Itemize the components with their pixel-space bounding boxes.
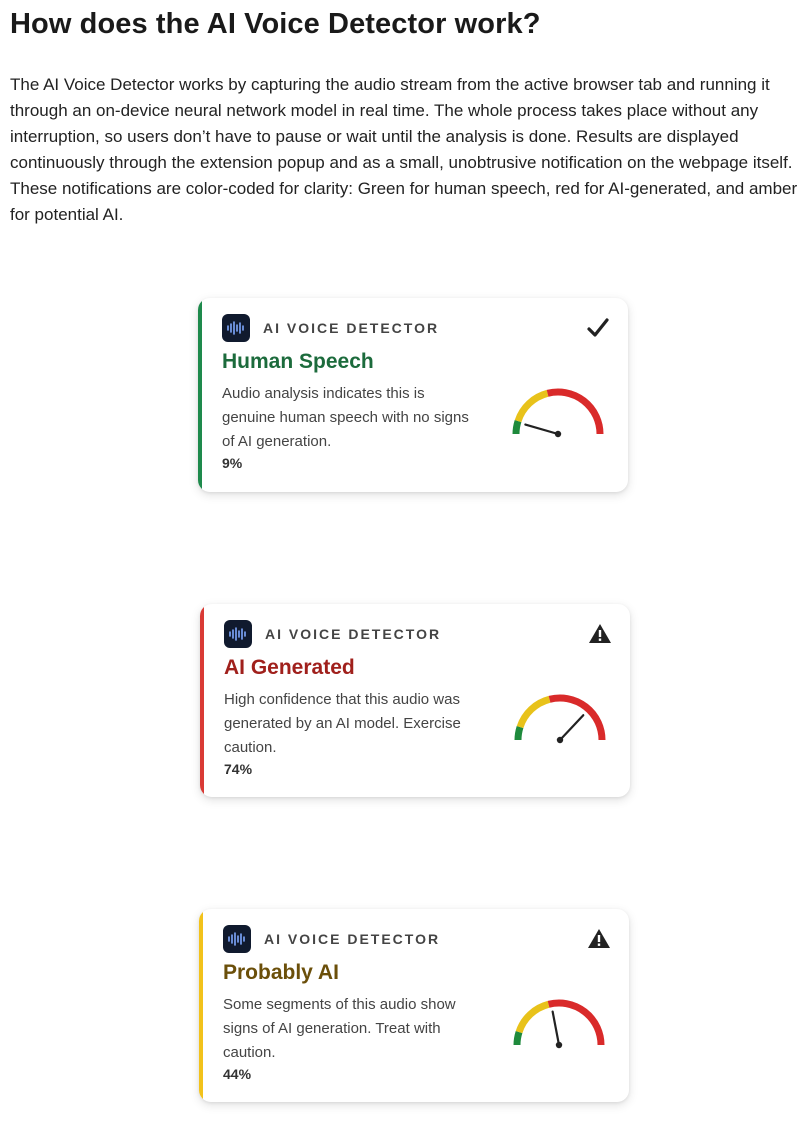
notification-card-human bbox=[198, 298, 628, 492]
card-accent-stripe bbox=[200, 604, 204, 797]
card-accent-stripe bbox=[198, 298, 202, 492]
card-description: High confidence that this audio was generated by an AI model. Exercise caution. bbox=[224, 691, 461, 756]
card-header bbox=[223, 925, 440, 953]
card-description: Some segments of this audio show signs of AI generation. Treat with caution. bbox=[223, 996, 456, 1061]
waveform-logo-icon bbox=[223, 925, 251, 953]
gauge-green-segment bbox=[517, 1032, 519, 1045]
waveform-logo-icon bbox=[222, 314, 250, 342]
warning-icon bbox=[588, 622, 612, 646]
gauge-yellow-segment bbox=[518, 393, 547, 421]
brand-label: AI VOICE DETECTOR bbox=[264, 931, 441, 947]
confidence-percent: 44% bbox=[223, 1066, 252, 1082]
gauge-pivot bbox=[555, 431, 561, 437]
card-accent-stripe bbox=[199, 909, 203, 1102]
gauge-needle bbox=[553, 1012, 559, 1045]
intro-paragraph: The AI Voice Detector works by capturing the audio stream from the active browser tab and running it through an on-device neural network model in real time. The whole process takes place without any interruption, so users don’t have to pause or wait until the analysis is done. Results are displayed continuously through the extension popup and as a small, unobtrusive notification on the webpage itself. These notifications are color-coded for clarity: Green for human speech, red for AI-generated, and amber for potential AI. bbox=[10, 75, 798, 224]
card-title: AI Generated bbox=[224, 656, 355, 679]
gauge-green-segment bbox=[518, 727, 520, 740]
card-title: Probably AI bbox=[223, 961, 339, 984]
waveform-logo-icon bbox=[224, 620, 252, 648]
gauge-green-segment bbox=[516, 421, 518, 434]
gauge-red-segment bbox=[549, 1003, 601, 1045]
card-header bbox=[224, 620, 441, 648]
gauge-needle bbox=[525, 425, 558, 434]
gauge-red-segment bbox=[550, 698, 602, 740]
warning-icon bbox=[587, 927, 611, 951]
checkmark-icon bbox=[586, 316, 610, 340]
brand-label: AI VOICE DETECTOR bbox=[265, 626, 442, 642]
card-title: Human Speech bbox=[222, 350, 374, 373]
gauge-red-segment bbox=[548, 392, 600, 434]
gauge-yellow-segment bbox=[520, 699, 549, 727]
page-title: How does the AI Voice Detector work? bbox=[10, 8, 541, 40]
card-description: Audio analysis indicates this is genuine human speech with no signs of AI generation. bbox=[222, 385, 469, 450]
card-header bbox=[222, 314, 439, 342]
confidence-gauge bbox=[510, 690, 610, 750]
confidence-gauge bbox=[509, 995, 609, 1055]
confidence-percent: 9% bbox=[222, 455, 243, 471]
gauge-pivot bbox=[556, 1042, 562, 1048]
brand-label: AI VOICE DETECTOR bbox=[263, 320, 440, 336]
confidence-gauge bbox=[508, 384, 608, 444]
gauge-pivot bbox=[557, 737, 563, 743]
gauge-needle bbox=[560, 715, 583, 740]
notification-card-probably-ai bbox=[199, 909, 629, 1102]
gauge-yellow-segment bbox=[519, 1004, 548, 1032]
confidence-percent: 74% bbox=[224, 761, 253, 777]
notification-card-ai-generated bbox=[200, 604, 630, 797]
